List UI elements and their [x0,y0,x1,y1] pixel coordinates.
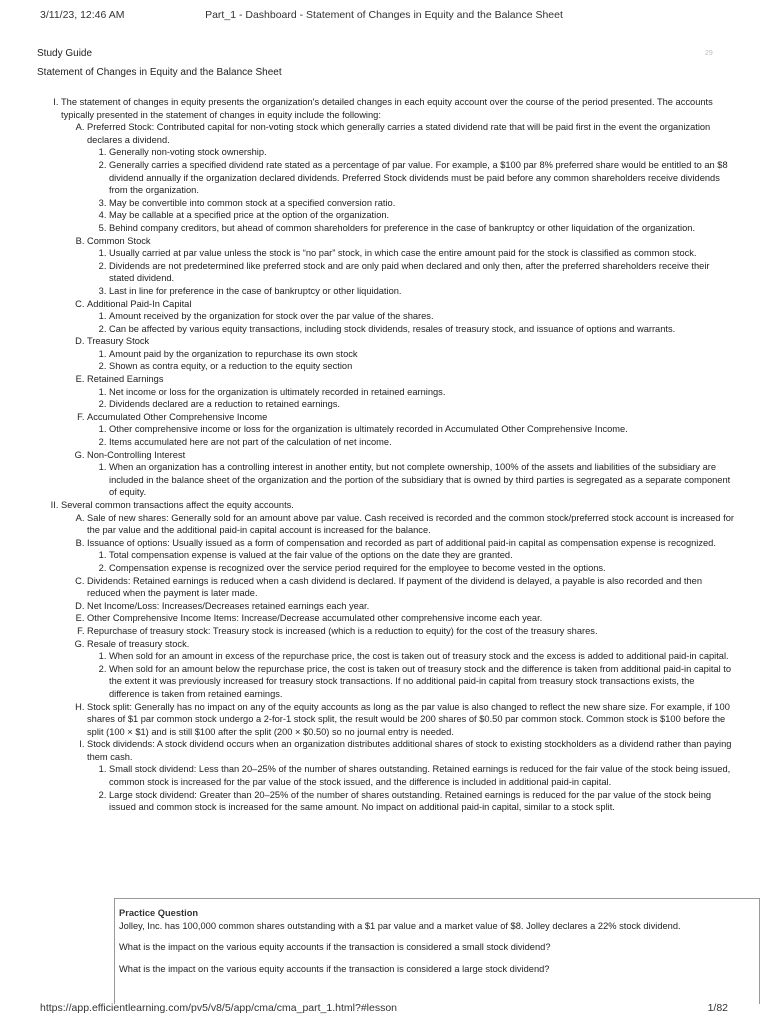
outline-item-II: II. Several common transactions affect the equity accounts. A. Sale of new shares: Generally sold for an amount above par value. Cash received is recorded and the common stock/preferred stock account is increased for the par value and the additional paid-in capital account is increased for the balance. B. Issuance of options: Usually issued as a form of compensation and recorded as part of additional paid-in capital as compensation expense is recognized. 1. Total compensation expense is valued at the fair value of the options on the date they are granted. 2. Compensation expense is recognized over the service period required for the employee to become vested in the options. C. Dividends: Retained earnings is reduced when a cash dividend is declared. If payment of the dividend is delayed, a payable is also recorded and then reduced when the payment is later made. D. Net Income/Loss: Increases/Decreases retained earnings each year. E. Other Comprehensive Income Items: Increase/Decrease accumulated other comprehensive income each year. F. Repurchase of treasury stock: Treasury stock is increased (which is a reduction to equity) for the cost of the treasury shares. G. Resale of treasury stock. 1. When sold for an amount in excess of the repurchase price, the cost is taken out of treasury stock and the excess is added to additional paid-in capital. 2. When sold for an amount below the repurchase price, the cost is taken out of treasury stock and the difference is taken from additional paid-in capital to the extent it was previously increased for treasury stock transactions. If no additional paid-in capital from treasury stock transactions exists, the difference is taken from retained earnings. H. Stock split: Generally has no impact on any of the equity accounts as long as the par value is also changed to reflect the new share size. For example, if 100 shares of $1 par common stock undergo a 2-for-1 stock split, the result would be 200 shares of $0.50 par common stock. Common stock is $100 before the split (100 × $1) and is still $100 after the split (200 × $0.50) so no journal entry is needed. I. Stock dividends: A stock dividend occurs when an organization distributes additional shares of stock to existing stockholders as a dividend rather than paying them cash. 1. Small stock dividend: Less than 20–25% of the number of shares outstanding. Retained earnings is reduced for the fair value of the stock being issued, common stock is increased for the par value of the stock issued, and the difference is included in additional paid-in capital. 2. Large stock dividend: Greater than 20–25% of the number of shares outstanding. Retained earnings is reduced for the par value of the stock being issued and common stock is increased for the same amount. No impact on additional paid-in capital, similar to a stock split. [61,499,737,814]
list-item: 4. May be callable at a specified price at the option of the organization. [109,209,737,222]
list-item: E. Retained Earnings 1. Net income or loss for the organization is ultimately recorded in retained earnings. 2. Dividends declared are a reduction to retained earnings. [87,373,737,411]
list-item: C. Additional Paid-In Capital 1. Amount received by the organization for stock over the par value of the shares. 2. Can be affected by various equity transactions, including stock dividends, resales of treasury stock, and issuance of options and warrants. [87,298,737,336]
list-item: F. Accumulated Other Comprehensive Income 1. Other comprehensive income or loss for the organization is ultimately recorded in Accumulated Other Comprehensive Income. 2. Items accumulated here are not part of the calculation of net income. [87,411,737,449]
list [87,146,737,234]
list-item: 2. Dividends are not predetermined like preferred stock and are only paid when declared and only then, after the preferred shareholders receive their stated dividend. [109,260,737,285]
practice-question-small: What is the impact on the various equity accounts if the transaction is considered a small stock dividend? [119,942,551,953]
list [87,310,737,335]
list-item: 1. When sold for an amount in excess of the repurchase price, the cost is taken out of treasury stock and the excess is added to additional paid-in capital. [109,650,737,663]
list-item: D. Treasury Stock 1. Amount paid by the organization to repurchase its own stock 2. Shown as contra equity, or a reduction to the equity section [87,335,737,373]
list-item: 1. Other comprehensive income or loss for the organization is ultimately recorded in Accumulated Other Comprehensive Income. [109,423,737,436]
list [87,247,737,297]
list [87,650,737,700]
list-item: F. Repurchase of treasury stock: Treasury stock is increased (which is a reduction to equity) for the cost of the treasury shares. [87,625,737,638]
outline-content [37,96,737,814]
print-url: https://app.efficientlearning.com/pv5/v8/5/app/cma/cma_part_1.html?#lesson [40,1002,398,1014]
list-item: A. Preferred Stock: Contributed capital for non-voting stock which generally carries a stated dividend rate that will be paid first in the event the organization declares a dividend. 1. Generally non-voting stock ownership. 2. Generally carries a specified dividend rate stated as a percentage of par value. For example, a $100 par 8% preferred share would be entitled to an $8 dividend annually if the organization declared dividends. Preferred Stock dividends must be paid before any common shareholders receive dividends from the organization. 3. May be convertible into common stock at a specified conversion ratio. 4. May be callable at a specified price at the option of the organization. 5. Behind company creditors, but ahead of common shareholders for preference in the case of bankruptcy or other liquidation of the organization. [87,121,737,234]
list-item: 2. Can be affected by various equity transactions, including stock dividends, resales of treasury stock, and issuance of options and warrants. [109,323,737,336]
section-title: Statement of Changes in Equity and the Balance Sheet [37,67,282,78]
list-item: 2. When sold for an amount below the repurchase price, the cost is taken out of treasury stock and the difference is taken from additional paid-in capital to the extent it was previously increased for treasury stock transactions. If no additional paid-in capital from treasury stock transactions exists, the difference is taken from retained earnings. [109,663,737,701]
outline-II-alpha [61,512,737,814]
list-item: E. Other Comprehensive Income Items: Increase/Decrease accumulated other comprehensive income each year. [87,612,737,625]
list-item: 3. May be convertible into common stock at a specified conversion ratio. [109,197,737,210]
list [87,423,737,448]
page-marker: 29 [705,50,713,57]
print-page-number: 1/82 [707,1002,728,1014]
list [87,549,737,574]
list-item: 2. Shown as contra equity, or a reduction to the equity section [109,360,737,373]
list-item: B. Issuance of options: Usually issued as a form of compensation and recorded as part of additional paid-in capital as compensation expense is recognized. 1. Total compensation expense is valued at the fair value of the options on the date they are granted. 2. Compensation expense is recognized over the service period required for the employee to become vested in the options. [87,537,737,575]
study-guide-label: Study Guide [37,48,93,59]
list-item: H. Stock split: Generally has no impact on any of the equity accounts as long as the par value is also changed to reflect the new share size. For example, if 100 shares of $1 par common stock undergo a 2-for-1 stock split, the result would be 200 shares of $0.50 par common stock. Common stock is $100 before the split (100 × $1) and is still $100 after the split (200 × $0.50) so no journal entry is needed. [87,701,737,739]
practice-question-text: Jolley, Inc. has 100,000 common shares outstanding with a $1 par value and a market value of $8. Jolley declares a 22% stock dividend. [119,920,681,931]
list [87,461,737,499]
list-item: 5. Behind company creditors, but ahead of common shareholders for preference in the case of bankruptcy or other liquidation of the organization. [109,222,737,235]
print-header [40,9,728,23]
list-item: 1. Generally non-voting stock ownership. [109,146,737,159]
list-item: A. Sale of new shares: Generally sold for an amount above par value. Cash received is recorded and the common stock/preferred stock account is increased for the par value and the additional paid-in capital account is increased for the balance. [87,512,737,537]
list-item: B. Common Stock 1. Usually carried at par value unless the stock is “no par” stock, in which case the entire amount paid for the stock is classified as common stock. 2. Dividends are not predetermined like preferred stock and are only paid when declared and only then, after the preferred shareholders receive their stated dividend. 3. Last in line for preference in the case of bankruptcy or other liquidation. [87,235,737,298]
list-item: 1. When an organization has a controlling interest in another entity, but not complete ownership, 100% of the assets and liabilities of the subsidiary are included in the balance sheet of the organization and the portion of the subsidiary that is owned by third parties is segregated as a separate component of equity. [109,461,737,499]
practice-question-heading: Practice Question [119,908,199,918]
list-item: 3. Last in line for preference in the case of bankruptcy or other liquidation. [109,285,737,298]
outline-roman [37,96,737,814]
practice-question-box [114,898,760,1004]
list-item: D. Net Income/Loss: Increases/Decreases retained earnings each year. [87,600,737,613]
list-item: 2. Dividends declared are a reduction to retained earnings. [109,398,737,411]
list-item: 1. Net income or loss for the organization is ultimately recorded in retained earnings. [109,386,737,399]
print-title: Part_1 - Dashboard - Statement of Changes in Equity and the Balance Sheet [205,9,563,21]
list [87,348,737,373]
list-item: 1. Small stock dividend: Less than 20–25% of the number of shares outstanding. Retained earnings is reduced for the fair value of the stock being issued, common stock is increased for the par value of the stock issued, and the difference is included in additional paid-in capital. [109,763,737,788]
practice-question-large: What is the impact on the various equity accounts if the transaction is considered a large stock dividend? [119,963,550,974]
list-item: G. Non-Controlling Interest 1. When an organization has a controlling interest in another entity, but not complete ownership, 100% of the assets and liabilities of the subsidiary are included in the balance sheet of the organization and the portion of the subsidiary that is owned by third parties is segregated as a separate component of equity. [87,449,737,499]
outline-I-alpha [61,121,737,499]
list [87,386,737,411]
list-item: 2. Compensation expense is recognized over the service period required for the employee to become vested in the options. [109,562,737,575]
list-item: I. Stock dividends: A stock dividend occurs when an organization distributes additional shares of stock to existing stockholders as a dividend rather than paying them cash. 1. Small stock dividend: Less than 20–25% of the number of shares outstanding. Retained earnings is reduced for the fair value of the stock being issued, common stock is increased for the par value of the stock issued, and the difference is included in additional paid-in capital. 2. Large stock dividend: Greater than 20–25% of the number of shares outstanding. Retained earnings is reduced for the par value of the stock being issued and common stock is increased for the same amount. No impact on additional paid-in capital, similar to a stock split. [87,738,737,814]
print-datetime: 3/11/23, 12:46 AM [40,9,125,21]
list-item: 2. Generally carries a specified dividend rate stated as a percentage of par value. For example, a $100 par 8% preferred share would be entitled to an $8 dividend annually if the organization declared dividends. Preferred Stock dividends must be paid before any common shareholders receive dividends from the organization. [109,159,737,197]
list-item: 1. Total compensation expense is valued at the fair value of the options on the date they are granted. [109,549,737,562]
print-footer [40,1002,728,1016]
list-item: C. Dividends: Retained earnings is reduced when a cash dividend is declared. If payment of the dividend is delayed, a payable is also recorded and then reduced when the payment is later made. [87,575,737,600]
list [87,763,737,813]
list-item: 2. Items accumulated here are not part of the calculation of net income. [109,436,737,449]
list-item: 2. Large stock dividend: Greater than 20–25% of the number of shares outstanding. Retained earnings is reduced for the par value of the stock being issued and common stock is increased for the same amount. No impact on additional paid-in capital, similar to a stock split. [109,789,737,814]
list-item: 1. Amount paid by the organization to repurchase its own stock [109,348,737,361]
list-item: 1. Amount received by the organization for stock over the par value of the shares. [109,310,737,323]
list-item: 1. Usually carried at par value unless the stock is “no par” stock, in which case the entire amount paid for the stock is classified as common stock. [109,247,737,260]
list-item: G. Resale of treasury stock. 1. When sold for an amount in excess of the repurchase price, the cost is taken out of treasury stock and the excess is added to additional paid-in capital. 2. When sold for an amount below the repurchase price, the cost is taken out of treasury stock and the difference is taken from additional paid-in capital to the extent it was previously increased for treasury stock transactions. If no additional paid-in capital from treasury stock transactions exists, the difference is taken from retained earnings. [87,638,737,701]
outline-item-I: I. The statement of changes in equity presents the organization's detailed changes in each equity account over the course of the period presented. The accounts typically presented in the statement of changes in equity include the following: A. Preferred Stock: Contributed capital for non-voting stock which generally carries a stated dividend rate that will be paid first in the event the organization declares a dividend. 1. Generally non-voting stock ownership. 2. Generally carries a specified dividend rate stated as a percentage of par value. For example, a $100 par 8% preferred share would be entitled to an $8 dividend annually if the organization declared dividends. Preferred Stock dividends must be paid before any common shareholders receive dividends from the organization. 3. May be convertible into common stock at a specified conversion ratio. 4. May be callable at a specified price at the option of the organization. 5. Behind company creditors, but ahead of common shareholders for preference in the case of bankruptcy or other liquidation of the organization. B. Common Stock 1. Usually carried at par value unless the stock is “no par” stock, in which case the entire amount paid for the stock is classified as common stock. 2. Dividends are not predetermined like preferred stock and are only paid when declared and only then, after the preferred shareholders receive their stated dividend. 3. Last in line for preference in the case of bankruptcy or other liquidation. C. Additional Paid-In Capital 1. Amount received by the organization for stock over the par value of the shares. 2. Can be affected by various equity transactions, including stock dividends, resales of treasury stock, and issuance of options and warrants. D. Treasury Stock 1. Amount paid by the organization to repurchase its own stock 2. Shown as contra equity, or a reduction to the equity section E. Retained Earnings 1. Net income or loss for the organization is ultimately recorded in retained earnings. 2. Dividends declared are a reduction to retained earnings. F. Accumulated Other Comprehensive Income 1. Other comprehensive income or loss for the organization is ultimately recorded in Accumulated Other Comprehensive Income. 2. Items accumulated here are not part of the calculation of net income. G. Non-Controlling Interest 1. When an organization has a controlling interest in another entity, but not complete ownership, 100% of the assets and liabilities of the subsidiary are included in the balance sheet of the organization and the portion of the subsidiary that is owned by third parties is segregated as a separate component of equity. [61,96,737,499]
